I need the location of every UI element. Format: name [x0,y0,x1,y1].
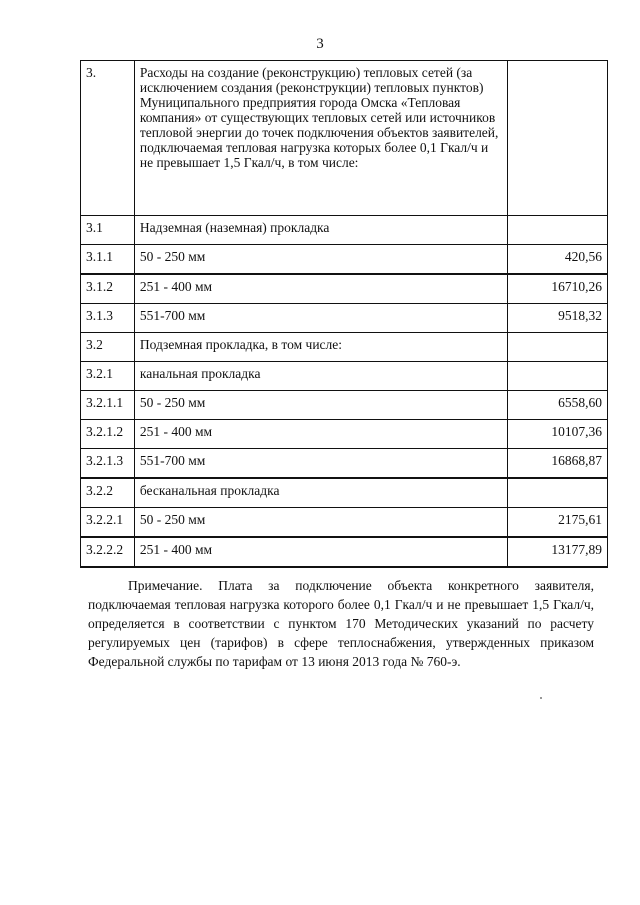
row-number: 3.2.2 [81,478,135,508]
row-value [507,333,607,362]
tariff-table [80,60,608,568]
table-row [81,478,608,508]
table-row [81,537,608,567]
table-row [81,449,608,479]
row-value: 2175,61 [507,508,607,538]
row-number: 3.2.2.1 [81,508,135,538]
table-row [81,508,608,538]
table-row [81,245,608,275]
row-description: Расходы на создание (реконструкцию) тепловых сетей (за исключением создания (реконструкции) тепловых пунктов) Муниципального предприятия города Омска «Тепловая компания» от существующих тепловых сетей или источников тепловой энергии до точек подключения объектов заявителей, подключаемая тепловая нагрузка которых более 0,1 Гкал/ч и не превышает 1,5 Гкал/ч, в том числе: [134,61,507,216]
row-value: 16710,26 [507,274,607,304]
row-number: 3.2.1.2 [81,420,135,449]
row-description: 251 - 400 мм [134,537,507,567]
row-value: 420,56 [507,245,607,275]
note-paragraph: Примечание. Плата за подключение объекта конкретного заявителя, подключаемая тепловая нагрузка которого более 0,1 Гкал/ч и не превышает 1,5 Гкал/ч, определяется в соответствии с пунктом 170 Методических указаний по расчету регулируемых цен (тарифов) в сфере теплоснабжения, утвержденных приказом Федеральной службы по тарифам от 13 июня 2013 года № 760-э. [88,578,594,669]
table-row [81,333,608,362]
page-number: 3 [316,36,324,52]
row-number: 3.1.3 [81,304,135,333]
row-number: 3.1.1 [81,245,135,275]
table-row [81,274,608,304]
row-value [507,216,607,245]
table-row [81,61,608,216]
row-description: 251 - 400 мм [134,274,507,304]
row-value [507,478,607,508]
row-description: бесканальная прокладка [134,478,507,508]
row-number: 3.1.2 [81,274,135,304]
table-row [81,391,608,420]
row-description: 50 - 250 мм [134,391,507,420]
table-row [81,216,608,245]
row-number: 3.2.1.1 [81,391,135,420]
row-description: 551-700 мм [134,304,507,333]
row-description: 50 - 250 мм [134,508,507,538]
row-value: 10107,36 [507,420,607,449]
row-value [507,61,607,216]
row-value: 6558,60 [507,391,607,420]
row-description: 251 - 400 мм [134,420,507,449]
row-value [507,362,607,391]
row-value: 9518,32 [507,304,607,333]
table-row [81,362,608,391]
row-value: 13177,89 [507,537,607,567]
row-description: канальная прокладка [134,362,507,391]
row-number: 3.1 [81,216,135,245]
scan-speck [540,697,542,699]
row-description: 551-700 мм [134,449,507,479]
table-row [81,420,608,449]
row-value: 16868,87 [507,449,607,479]
row-description: 50 - 250 мм [134,245,507,275]
row-number: 3.2.2.2 [81,537,135,567]
table-row [81,304,608,333]
row-number: 3.2.1.3 [81,449,135,479]
row-description: Подземная прокладка, в том числе: [134,333,507,362]
row-description: Надземная (наземная) прокладка [134,216,507,245]
row-number: 3.2.1 [81,362,135,391]
row-number: 3. [81,61,135,216]
row-number: 3.2 [81,333,135,362]
